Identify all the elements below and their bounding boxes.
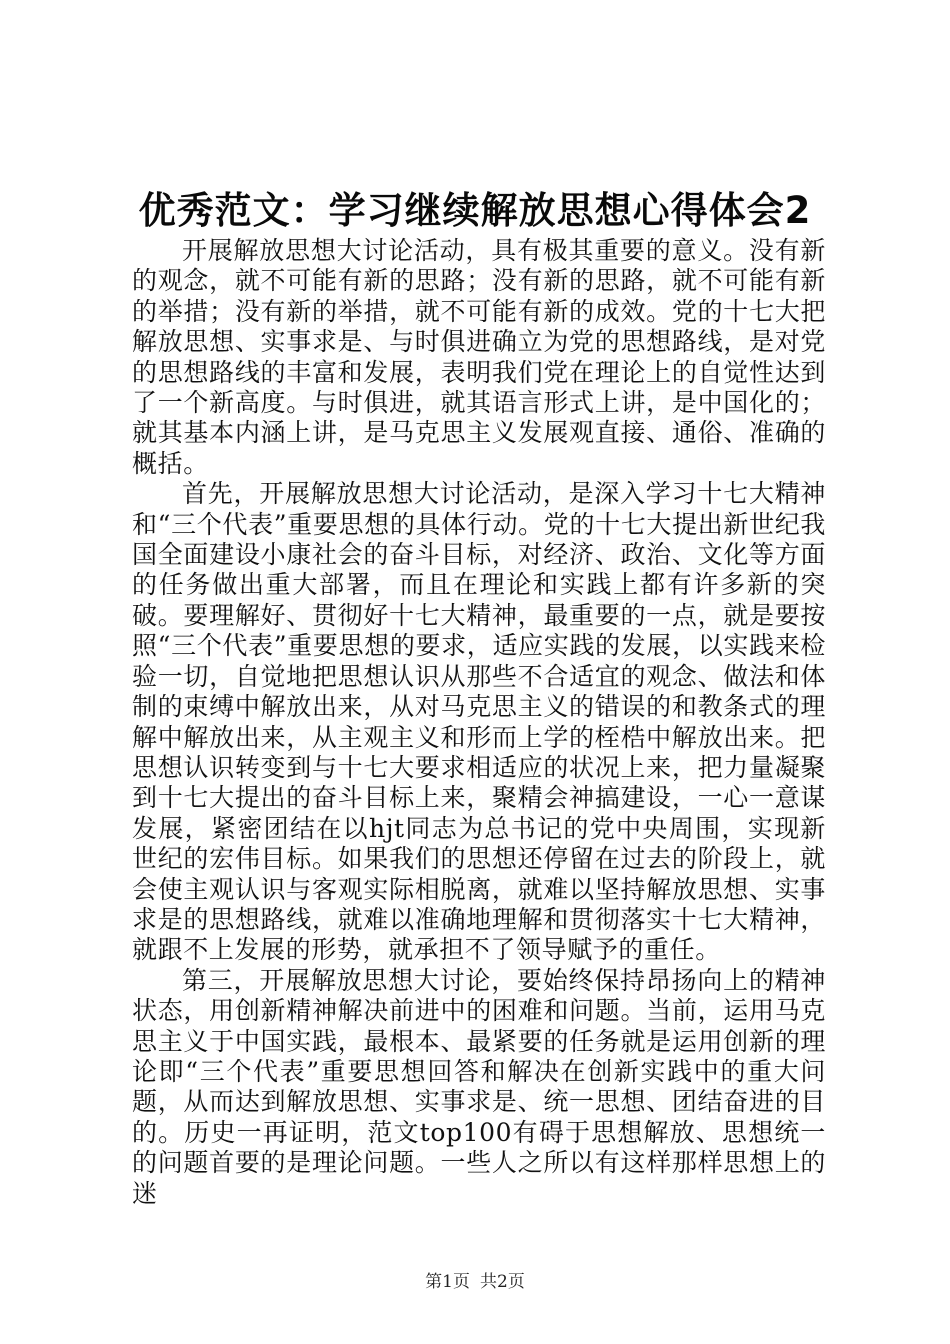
paragraph-3: 第三，开展解放思想大讨论，要始终保持昂扬向上的精神状态，用创新精神解决前进中的困难和问题。当前，运用马克思主义于中国实践，最根本、最紧要的任务就是运用创新的理论即“三个代表”重要思想回答和解决在创新实践中的重大问题，从而达到解放思想、实事求是、统一思想、团结奋进的目的。历史一再证明，范文top100有碍于思想解放、思想统一的问题首要的是理论问题。一些人之所以有这样那样思想上的迷 [132, 965, 826, 1208]
document-title: 优秀范文：学习继续解放思想心得体会2 [138, 189, 812, 232]
page-footer [0, 1271, 950, 1293]
paragraph-2: 首先，开展解放思想大讨论活动，是深入学习十七大精神和“三个代表”重要思想的具体行动。党的十七大提出新世纪我国全面建设小康社会的奋斗目标，对经济、政治、文化等方面的任务做出重大部署，而且在理论和实践上都有许多新的突破。要理解好、贯彻好十七大精神，最重要的一点，就是要按照“三个代表”重要思想的要求，适应实践的发展，以实践来检验一切，自觉地把思想认识从那些不合适宜的观念、做法和体制的束缚中解放出来，从对马克思主义的错误的和教条式的理解中解放出来，从主观主义和形而上学的桎梏中解放出来。把思想认识转变到与十七大要求相适应的状况上来，把力量凝聚到十七大提出的奋斗目标上来，聚精会神搞建设，一心一意谋发展，紧密团结在以hjt同志为总书记的党中央周围，实现新世纪的宏伟目标。如果我们的思想还停留在过去的阶段上，就会使主观认识与客观实际相脱离，就难以坚持解放思想、实事求是的思想路线，就难以准确地理解和贯彻落实十七大精神，就跟不上发展的形势，就承担不了领导赋予的重任。 [132, 479, 826, 965]
page-number: 第1页 [425, 1272, 470, 1292]
page-total: 共2页 [480, 1272, 525, 1292]
document-body [132, 236, 826, 1208]
paragraph-1: 开展解放思想大讨论活动，具有极其重要的意义。没有新的观念，就不可能有新的思路；没有新的思路，就不可能有新的举措；没有新的举措，就不可能有新的成效。党的十七大把解放思想、实事求是、与时俱进确立为党的思想路线，是对党的思想路线的丰富和发展，表明我们党在理论上的自觉性达到了一个新高度。与时俱进，就其语言形式上讲，是中国化的；就其基本内涵上讲，是马克思主义发展观直接、通俗、准确的概括。 [132, 236, 826, 478]
